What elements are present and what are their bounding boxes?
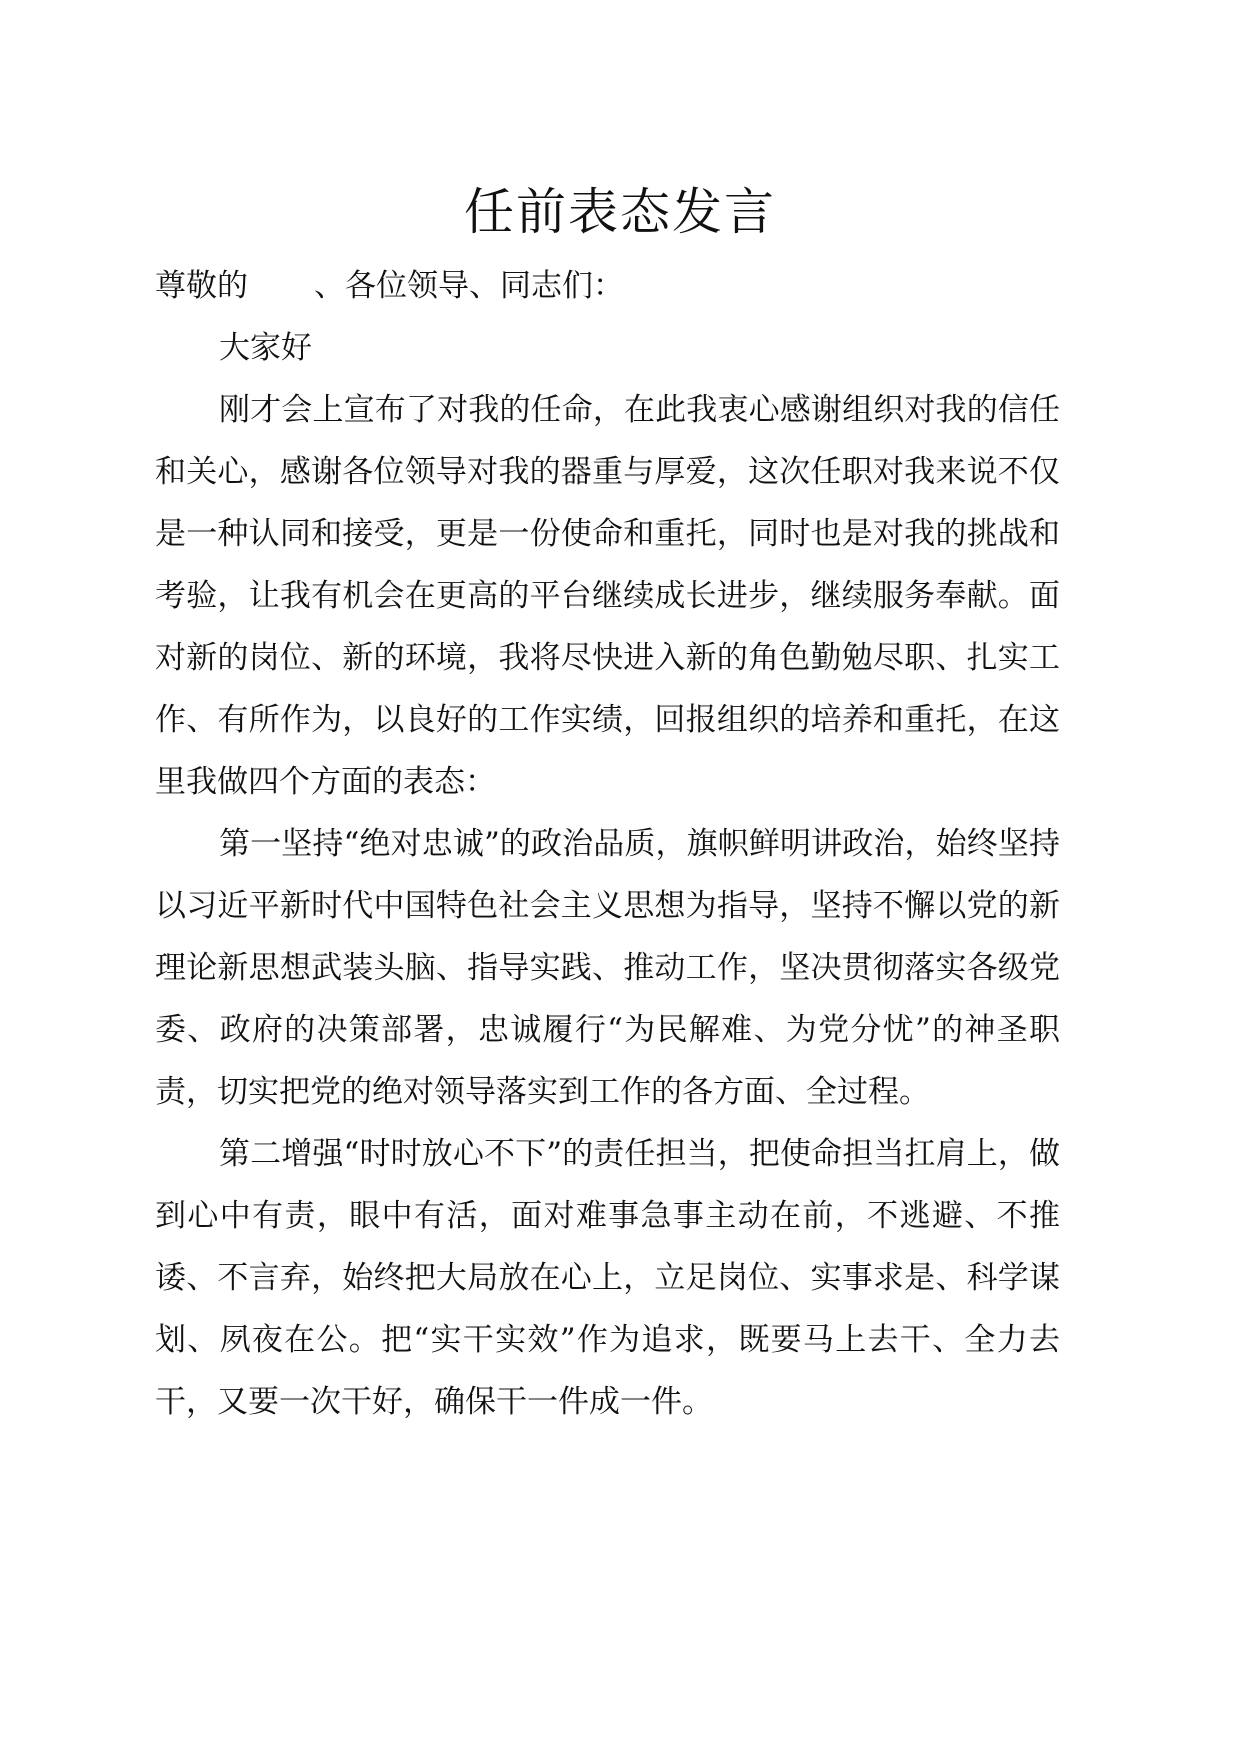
salutation — [155, 255, 1060, 317]
paragraph-second-point: 第二增强“时时放心不下”的责任担当，把使命担当扛肩上，做到心中有责，眼中有活，面对难事急事主动在前，不逃避、不推诿、不言弃，始终把大局放在心上，立足岗位、实事求是、科学谋划、夙夜在公。把“实干实效”作为追求，既要马上去干、全力去干，又要一次干好，确保干一件成一件。 — [155, 1136, 1060, 1420]
paragraph-first-point: 第一坚持“绝对忠诚”的政治品质，旗帜鲜明讲政治，始终坚持以习近平新时代中国特色社会主义思想为指导，坚持不懈以党的新理论新思想武装头脑、指导实践、推动工作，坚决贯彻落实各级党委、政府的决策部署，忠诚履行“为民解难、为党分忧”的神圣职责，切实把党的绝对领导落实到工作的各方面、全过程。 — [155, 826, 1060, 1110]
salutation-suffix: 、各位领导、同志们： — [314, 268, 624, 304]
document-body — [155, 255, 1060, 1433]
paragraph-intro: 刚才会上宣布了对我的任命，在此我衷心感谢组织对我的信任和关心，感谢各位领导对我的器重与厚爱，这次任职对我来说不仅是一种认同和接受，更是一份使命和重托，同时也是对我的挑战和考验，让我有机会在更高的平台继续成长进步，继续服务奉献。面对新的岗位、新的环境，我将尽快进入新的角色勤勉尽职、扎实工作、有所作为，以良好的工作实绩，回报组织的培养和重托，在这里我做四个方面的表态： — [155, 392, 1060, 800]
greeting: 大家好 — [219, 330, 312, 366]
document-title: 任前表态发言 — [464, 183, 776, 241]
salutation-prefix: 尊敬的 — [155, 268, 248, 304]
